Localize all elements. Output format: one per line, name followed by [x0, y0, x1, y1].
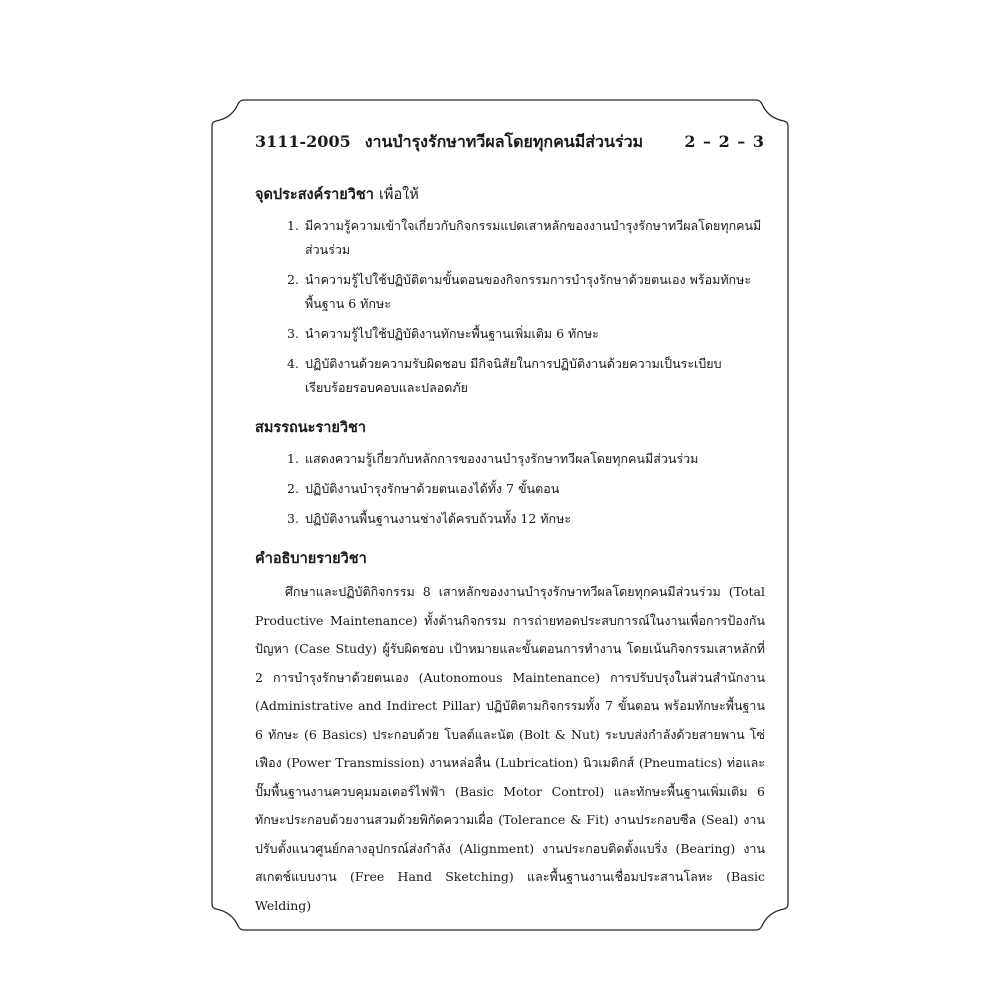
item-number: 4.: [287, 356, 299, 371]
item-number: 3.: [287, 326, 299, 341]
objectives-list: [255, 214, 765, 400]
description-title: คำอธิบายรายวิชา: [255, 550, 367, 567]
item-number: 2.: [287, 272, 299, 287]
description-text: ศึกษาและปฏิบัติกิจกรรม 8 เสาหลักของงานบำรุงรักษาทวีผลโดยทุกคนมีส่วนร่วม (Total Productive Maintenance) ทั้งด้านกิจกรรม การถ่ายทอดประสบการณ์ในงานเพื่อการป้องกันปัญหา (Case Study) ผู้รับผิดชอบ เป้าหมายและขั้นตอนการทำงาน โดยเน้นกิจกรรมเสาหลักที่ 2 การบำรุงรักษาด้วยตนเอง (Autonomous Maintenance) การปรับปรุงในส่วนสำนักงาน (Administrative and Indirect Pillar) ปฏิบัติตามกิจกรรมทั้ง 7 ขั้นตอน พร้อมทักษะพื้นฐาน 6 ทักษะ (6 Basics) ประกอบด้วย โบลต์และนัต (Bolt & Nut) ระบบส่งกำลังด้วยสายพาน โซ่เฟือง (Power Transmission) งานหล่อลื่น (Lubrication) นิวเมติกส์ (Pneumatics) ท่อและปั๊มพื้นฐานงานควบคุมมอเตอร์ไฟฟ้า (Basic Motor Control) และทักษะพื้นฐานเพิ่มเติม 6 ทักษะประกอบด้วยงานสวมด้วยพิกัดความเผื่อ (Tolerance & Fit) งานประกอบซีล (Seal) งานปรับตั้งแนวศูนย์กลางอุปกรณ์ส่งกำลัง (Alignment) งานประกอบติดตั้งแบริ่ง (Bearing) งานสเกตช์แบบงาน (Free Hand Sketching) และพื้นฐานงานเชื่อมประสานโลหะ (Basic Welding): [255, 584, 765, 913]
list-item: [255, 447, 765, 471]
objectives-heading: [255, 183, 765, 206]
course-code: 3111-2005: [255, 132, 351, 151]
course-credits: 2 – 2 – 3: [684, 132, 765, 151]
list-item: [255, 322, 765, 346]
item-text: นำความรู้ไปใช้ปฏิบัติงานทักษะพื้นฐานเพิ่มเติม 6 ทักษะ: [305, 326, 599, 341]
item-text: ปฏิบัติงานบำรุงรักษาด้วยตนเองได้ทั้ง 7 ขั้นตอน: [305, 481, 560, 496]
item-text: แสดงความรู้เกี่ยวกับหลักการของงานบำรุงรักษาทวีผลโดยทุกคนมีส่วนร่วม: [305, 451, 699, 466]
objectives-title: จุดประสงค์รายวิชา: [255, 186, 374, 203]
list-item: [255, 352, 765, 400]
course-page-content: [255, 130, 765, 920]
course-code-title: [255, 130, 643, 155]
item-number: 2.: [287, 481, 299, 496]
item-text: มีความรู้ความเข้าใจเกี่ยวกับกิจกรรมแปดเสาหลักของงานบำรุงรักษาทวีผลโดยทุกคนมีส่วนร่วม: [305, 218, 762, 257]
list-item: [255, 268, 765, 316]
objectives-suffix: เพื่อให้: [378, 187, 419, 203]
list-item: [255, 477, 765, 501]
course-heading: [255, 130, 765, 155]
item-text: ปฏิบัติงานพื้นฐานงานช่างได้ครบถ้วนทั้ง 12 ทักษะ: [305, 511, 572, 526]
list-item: [255, 214, 765, 262]
competencies-list: [255, 447, 765, 531]
item-text: ปฏิบัติงานด้วยความรับผิดชอบ มีกิจนิสัยในการปฏิบัติงานด้วยความเป็นระเบียบเรียบร้อยรอบคอบและปลอดภัย: [305, 356, 722, 395]
competencies-title: สมรรถนะรายวิชา: [255, 419, 367, 436]
item-number: 1.: [287, 451, 299, 466]
list-item: [255, 507, 765, 531]
item-number: 1.: [287, 218, 299, 233]
item-text: นำความรู้ไปใช้ปฏิบัติตามขั้นตอนของกิจกรรมการบำรุงรักษาด้วยตนเอง พร้อมทักษะพื้นฐาน 6 ทักษะ: [305, 272, 752, 311]
item-number: 3.: [287, 511, 299, 526]
course-title: งานบำรุงรักษาทวีผลโดยทุกคนมีส่วนร่วม: [364, 132, 644, 151]
